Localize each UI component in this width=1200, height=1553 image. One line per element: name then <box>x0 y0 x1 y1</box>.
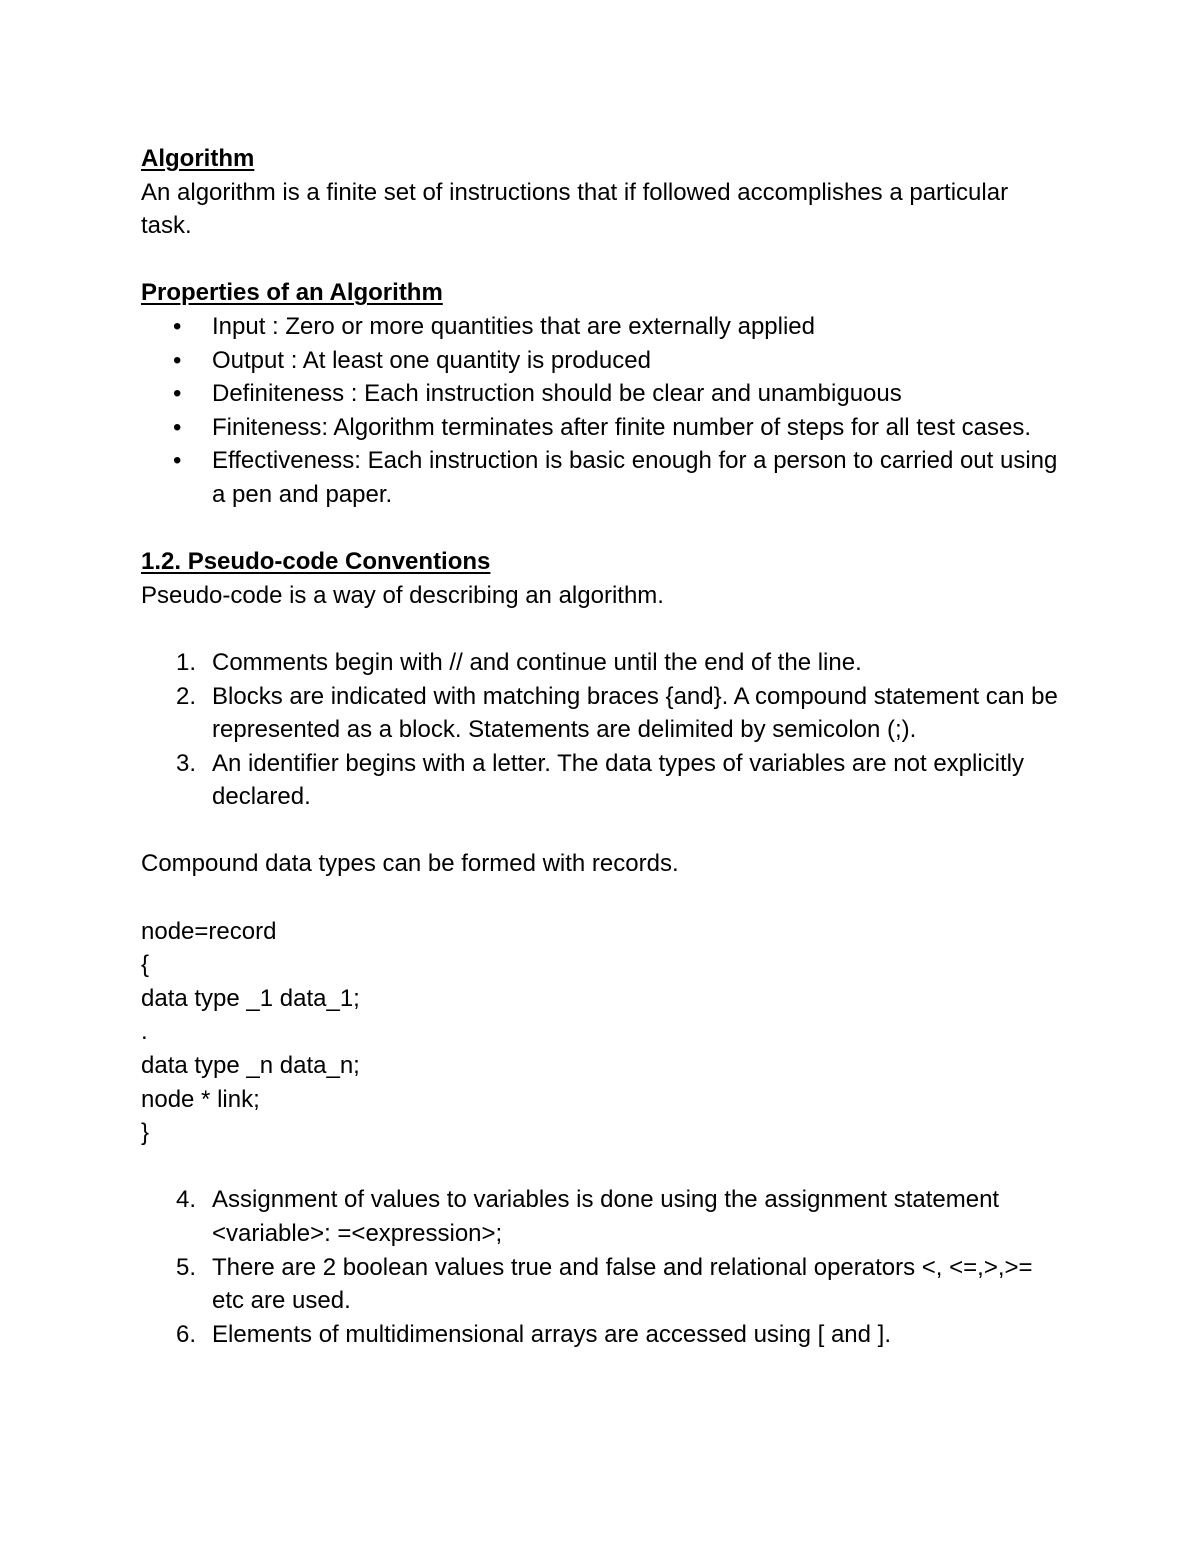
algorithm-heading: Algorithm <box>141 145 255 172</box>
list-item <box>141 1183 1061 1250</box>
list-item <box>141 646 1061 680</box>
item-number: 4. <box>176 1186 197 1214</box>
rule-text: An identifier begins with a letter. The data types of variables are not explicitly declared. <box>212 749 1025 811</box>
item-number: 5. <box>176 1253 197 1281</box>
conventions-list-a <box>141 646 1061 814</box>
conventions-list-b <box>141 1183 1061 1351</box>
bullet-icon: • <box>173 413 182 441</box>
list-item <box>141 310 1061 344</box>
record-code-block <box>141 915 1061 1150</box>
property-text: Input : Zero or more quantities that are externally applied <box>212 312 815 340</box>
item-number: 2. <box>176 682 197 710</box>
rule-text: There are 2 boolean values true and false and relational operators <, <=,>,>= etc are used. <box>212 1253 1033 1315</box>
spacer <box>141 243 1061 277</box>
document-page <box>141 142 1061 1351</box>
list-item <box>141 344 1061 378</box>
properties-list <box>141 310 1061 512</box>
code-line: data type _n data_n; <box>141 1052 360 1080</box>
records-note: Compound data types can be formed with records. <box>141 850 679 878</box>
properties-heading: Properties of an Algorithm <box>141 279 443 307</box>
spacer <box>141 1150 1061 1184</box>
list-item <box>141 747 1061 814</box>
bullet-icon: • <box>173 380 182 408</box>
code-line: . <box>141 1018 148 1046</box>
rule-text: Comments begin with // and continue until the end of the line. <box>212 648 862 676</box>
bullet-icon: • <box>173 346 182 374</box>
code-line: node * link; <box>141 1085 260 1113</box>
rule-text: Assignment of values to variables is done using the assignment statement <variable>: =<expression>; <box>212 1186 1000 1247</box>
spacer <box>141 881 1061 915</box>
code-line: } <box>141 1119 150 1147</box>
spacer <box>141 512 1061 546</box>
spacer <box>141 814 1061 848</box>
item-number: 3. <box>176 749 197 777</box>
bullet-icon: • <box>173 447 182 475</box>
pseudocode-intro: Pseudo-code is a way of describing an algorithm. <box>141 581 664 609</box>
list-item <box>141 680 1061 747</box>
list-item <box>141 377 1061 411</box>
item-number: 1. <box>176 648 197 676</box>
list-item <box>141 1251 1061 1318</box>
list-item <box>141 411 1061 445</box>
item-number: 6. <box>176 1320 197 1348</box>
rule-text: Blocks are indicated with matching braces {and}. A compound statement can be represented as a block. Statements are delimited by semicolon (;). <box>212 682 1058 744</box>
code-line: { <box>141 951 150 979</box>
list-item <box>141 444 1061 511</box>
property-text: Effectiveness: Each instruction is basic enough for a person to carried out using a pen and paper. <box>212 447 1058 508</box>
property-text: Output : At least one quantity is produced <box>212 346 651 374</box>
algorithm-definition: An algorithm is a finite set of instructions that if followed accomplishes a particular task. <box>141 178 1009 240</box>
property-text: Finiteness: Algorithm terminates after finite number of steps for all test cases. <box>212 413 1032 441</box>
list-item <box>141 1318 1061 1352</box>
code-line: node=record <box>141 917 277 945</box>
code-line: data type _1 data_1; <box>141 984 360 1012</box>
property-text: Definiteness : Each instruction should be clear and unambiguous <box>212 380 902 408</box>
spacer <box>141 612 1061 646</box>
rule-text: Elements of multidimensional arrays are accessed using [ and ]. <box>212 1320 891 1348</box>
pseudocode-heading: 1.2. Pseudo-code Conventions <box>141 548 491 576</box>
bullet-icon: • <box>173 312 182 340</box>
